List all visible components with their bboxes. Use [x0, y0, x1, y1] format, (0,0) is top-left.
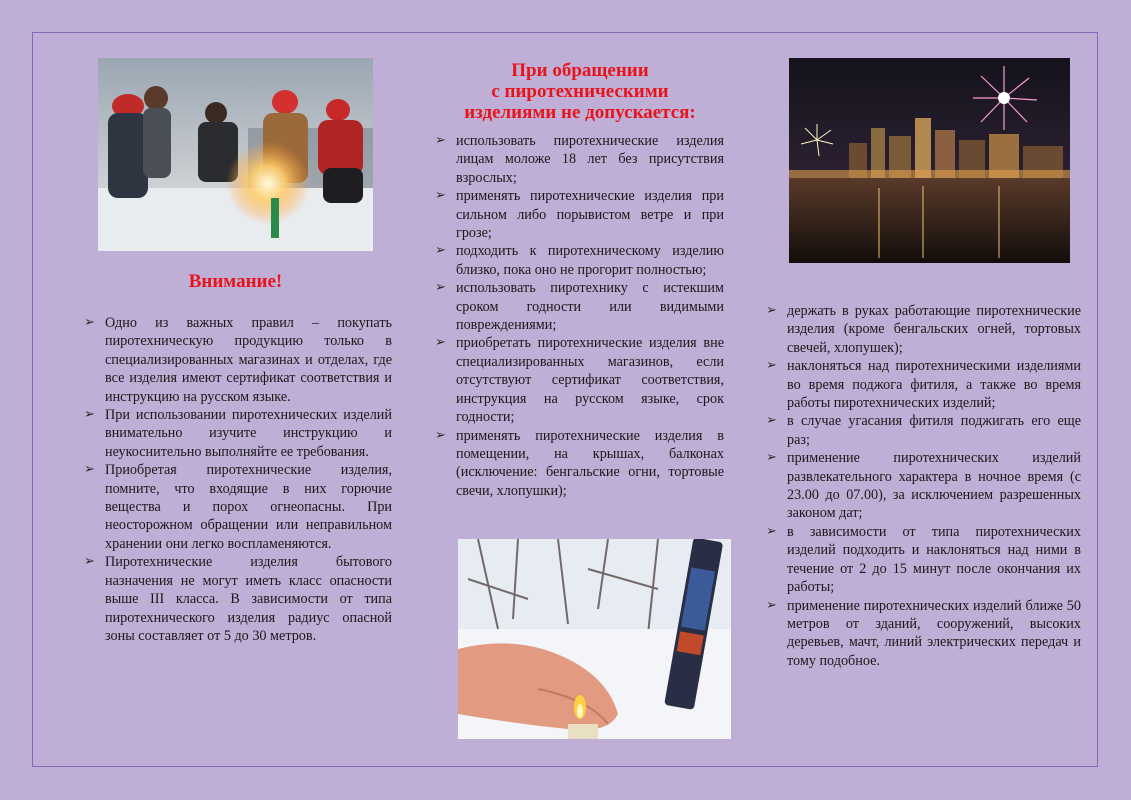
middle-bullet-list [433, 132, 724, 500]
arrow-bullet-icon: ➢ [435, 280, 446, 296]
list-item: ➢ применять пиротехнические изделия при сильном либо порывистом ветре и при грозе; [435, 188, 724, 242]
left-heading: Внимание! [188, 271, 283, 292]
arrow-bullet-icon: ➢ [766, 358, 777, 374]
list-item: ➢ наклоняться над пиротехническими изделиями во время поджога фитиля, а также во время работы пиротехнических изделий; [766, 358, 1081, 412]
list-item: ➢ При использовании пиротехнических изделий внимательно изучите инструкцию и неукоснительно выполняйте ее требования. [84, 407, 392, 460]
list-item: ➢ применять пиротехнические изделия в помещении, на крышах, балконах (исключение: бенгальские огни, тортовые свечи, хлопушки); [435, 427, 724, 499]
list-item: ➢ использовать пиротехнику с истекшим сроком годности или видимыми повреждениями; [435, 280, 724, 334]
middle-heading-line-2: с пиротехническими [491, 81, 669, 102]
list-item: ➢ подходить к пиротехническому изделию близко, пока оно не прогорит полностью; [435, 243, 724, 278]
arrow-bullet-icon: ➢ [84, 407, 95, 423]
list-item: ➢ держать в руках работающие пиротехнические изделия (кроме бенгальских огней, тортовых свечей, хлопушек); [766, 303, 1081, 356]
arrow-bullet-icon: ➢ [435, 133, 446, 148]
list-item: ➢ в случае угасания фитиля поджигать его еще раз; [766, 413, 1081, 448]
left-bullet-list [82, 314, 392, 645]
list-item: ➢ использовать пиротехнические изделия лицам моложе 18 лет без присутствия взрослых; [435, 133, 724, 186]
arrow-bullet-icon: ➢ [435, 427, 446, 443]
list-item: ➢ Приобретая пиротехнические изделия, помните, что входящие в них горючие вещества и порох огнеопасны. При неосторожном обращении или неправильном хранении они легко воспламеняются. [84, 462, 392, 552]
photo-city-fireworks [789, 58, 1070, 263]
photo-lighting-firework [458, 539, 731, 739]
list-item: ➢ Пиротехнические изделия бытового назначения не могут иметь класс опасности выше III класса. В зависимости от типа пиротехнического изделия радиус опасной зоны составляет от 5 до 30 метров. [84, 554, 392, 644]
list-item: ➢ в зависимости от типа пиротехнических изделий подходить и наклоняться над ними в течение от 2 до 15 минут после окончания их работы; [766, 523, 1081, 596]
middle-heading [420, 60, 740, 123]
right-bullet-list [764, 302, 1081, 670]
arrow-bullet-icon: ➢ [766, 303, 777, 318]
list-item: ➢ приобретать пиротехнические изделия вне специализированных магазинов, если отсутствуют сертификат соответствия, инструкция на русском языке, срок годности; [435, 335, 724, 426]
list-item: ➢ применение пиротехнических изделий ближе 50 метров от зданий, сооружений, высоких деревьев, мачт, линий электрических передач и тому подобное. [766, 597, 1081, 669]
list-item: ➢ применение пиротехнических изделий развлекательного характера в ночное время (с 23.00 до 07.00), за исключением разрешенных законом дат; [766, 450, 1081, 522]
arrow-bullet-icon: ➢ [84, 554, 95, 570]
arrow-bullet-icon: ➢ [766, 413, 777, 429]
arrow-bullet-icon: ➢ [435, 335, 446, 351]
arrow-bullet-icon: ➢ [766, 450, 777, 466]
arrow-bullet-icon: ➢ [84, 315, 95, 330]
arrow-bullet-icon: ➢ [435, 243, 446, 259]
arrow-bullet-icon: ➢ [84, 462, 95, 478]
list-item: ➢ Одно из важных правил – покупать пиротехническую продукцию только в специализированных магазинах и отделах, где все изделия имеют сертификат соответствия и инструкцию на русском языке. [84, 315, 392, 405]
arrow-bullet-icon: ➢ [435, 188, 446, 204]
arrow-bullet-icon: ➢ [766, 597, 777, 613]
arrow-bullet-icon: ➢ [766, 523, 777, 539]
photo-people-sparklers [98, 58, 373, 251]
middle-heading-line-3: изделиями не допускается: [464, 102, 696, 123]
middle-heading-line-1: При обращении [511, 60, 649, 81]
